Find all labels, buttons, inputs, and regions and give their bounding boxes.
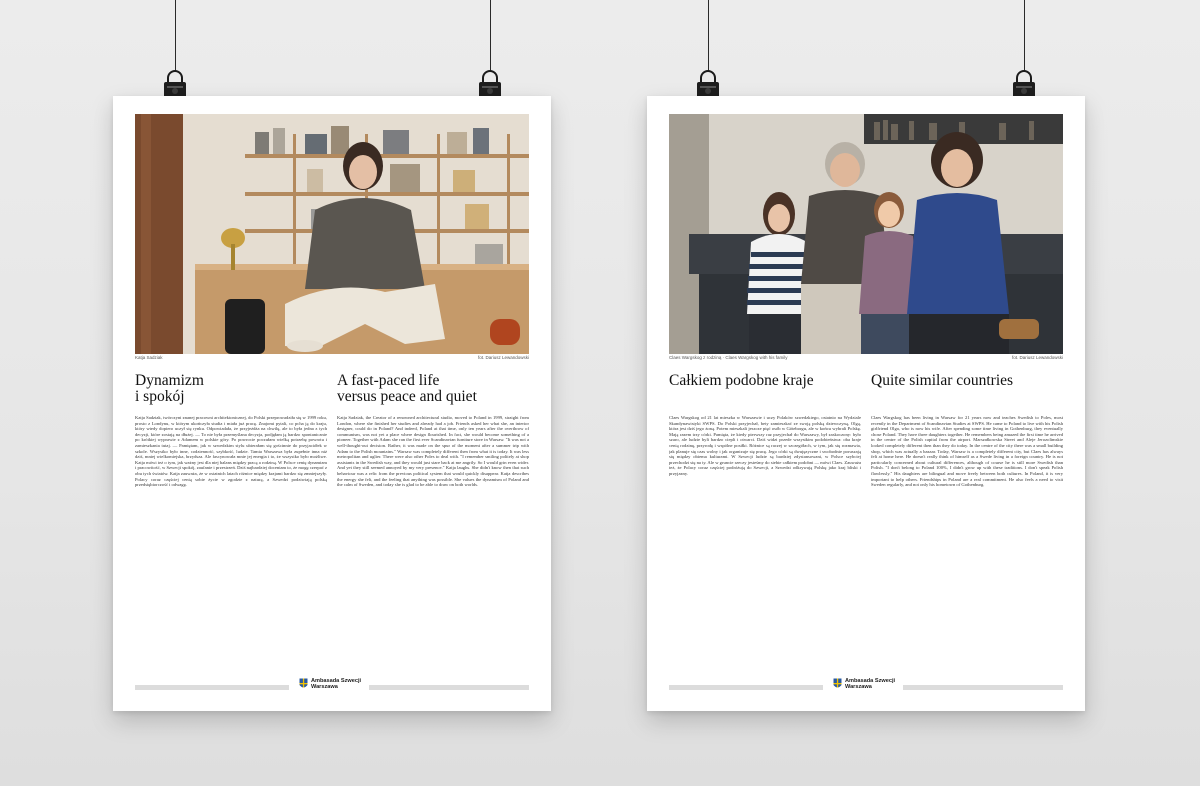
poster-footer bbox=[669, 676, 1063, 694]
portrait-photo bbox=[135, 114, 529, 354]
column-polish bbox=[135, 373, 327, 645]
photo-caption bbox=[669, 355, 1063, 365]
footer-bar bbox=[669, 685, 823, 690]
embassy-logo bbox=[833, 678, 895, 690]
column-english bbox=[337, 373, 529, 645]
caption-text: Claes Wargskog z rodziną · Claes Wargskog with his family bbox=[669, 355, 788, 360]
logo-text-line1: Ambasada Szwecji bbox=[311, 678, 362, 684]
poster-claes bbox=[647, 96, 1085, 711]
article-text-english: Katja Sadziak, the Creator of a renowned architectural studio, moved to Poland in 1999, straight from London, where she finished her studies and already had a job. Friends asked her what she, an interior designer, could do in Poland? And indeed, Poland at that time, only ten years after the overthrow of communism, was not yet a place where design flourished. In fact, she would become something of a pioneer. Together with Adam she ran the first ever Scandinavian furniture store in Warsaw. "It was not a well-thought-out decision. Rather, it was made on the spur of the moment after a summer trip with Adam to the Polish mountains." Warsaw was completely different then from what it is today. It was less metropolitan and uglier. There were also other Poles to deal with. "I remember smiling politely at shop assistants in the Swedish way, and they would just stare back at me angrily. So I would grin even wider. And yet they still seemed annoyed by my very presence." Katja laughs. She didn't know then that such behaviour was a relic from the previous political system that would quickly disappear. Katja describes the energy she felt, and the feeling that anything was possible. She values the dynamism of Poland and the calm of Sweden, and today she is glad to be able to draw on both worlds. bbox=[337, 415, 529, 488]
logo-text-line1: Ambasada Szwecji bbox=[845, 678, 896, 684]
family-photo bbox=[669, 114, 1063, 354]
poster-footer bbox=[135, 676, 529, 694]
hanging-wire bbox=[175, 0, 176, 72]
caption-text: Katja Sadziak bbox=[135, 355, 163, 360]
article-text-polish: Claes Wargskog od 21 lat mieszka w Warszawie i uczy Polaków szwedzkiego, ostatnio na Wydziale Skandynawistyki SWPS. Do Polski przyjechał, bety zamieszkać ze swoją polską dziewczyną, Olgą, która jest dziś jego żoną. Potem mieszkali jeszcze pięć osób w Göteborgu, ale w końcu wybrali Polskę. Mają razem trzy córki. Pamięta, że kiedy pierwszy raz przyjechał do Warszawy, był zaskoczony: było szaro, ale ludzie byli bardzo ciepli i otwarci. Dziś widzi przede wszystkim podobieństwa: oba kraje cenią rodzinę, przyrodę i wspólne posiłki. Różnice są raczej w szczegółach, w tym, jak się rozmawia, jak planuje się czas wolny i jak organizuje się pracę. Jego córki są dwujęzyczne i swobodnie poruszają się między obiema kulturami. W Szwecji ludzie są bardziej zdystansowani, w Polsce szybciej przechodzi się na ty. Ale w gruncie rzeczy jesteśmy do siebie całkiem podobni — mówi Claes. Zauważa też, że Polacy coraz częściej podróżują do Szwecji, a Szwedzi odkrywają Polskę jako kraj bliski i przyjazny. bbox=[669, 415, 861, 476]
headline-polish: Dynamizm i spokój bbox=[135, 372, 204, 405]
photo-caption bbox=[135, 355, 529, 365]
embassy-logo bbox=[299, 678, 361, 690]
column-polish bbox=[669, 373, 861, 645]
headline-polish: Całkiem podobne kraje bbox=[669, 372, 814, 389]
hanging-wire bbox=[1024, 0, 1025, 72]
article-text-polish: Katja Sadziak, twórczyni znanej pracowni architektonicznej, do Polski przeprowadziła się w 1999 roku, prosto z Londynu, w którym ukończyła studia i miała już pracę. Znajomi pytali, co pcha ją do kraju, który wtedy dopiero uczył się rynku. Odpowiadała, że przyjeżdża na chwilę, ale to była jedna z tych decyzji, które zostają na dłużej. — To nie była przemyślana decyzja, podjęłam ją bardzo spontanicznie po krótkiej wyprawie z Adamem w polskie góry. Po powrocie poczułam wielką potrzebę powrotu i zamieszkania tutaj. — Pamiętam, jak w szwedzkim stylu ubierałam się gościnnie do przyjaciółek w szkole. Wszystko było inne, codzienność, szybkość, ludzie. Tamta Warszawa była zupełnie inna niż dziś, mniej wielkomiejska, brzydsza. Ale fascynowała mnie jej energia i to, że wszystko było możliwe. Katja mówi też o tym, jak ważny jest dla niej balans między pracą a rodziną. W Polsce cenię dynamizm i pracowitość, w Szwecji spokój, zaufanie i przestrzeń. Dziś najbardziej doceniam to, że mogę czerpać z obu tych światów. Katja zauważa, że w ostatnich latach różnice między krajami bardzo się zmniejszyły. Polacy coraz częściej cenią sobie życie w zgodzie z naturą, a Szwedzi podziwiają polską przedsiębiorczość i odwagę. bbox=[135, 415, 327, 488]
crown-crest-icon bbox=[833, 678, 842, 690]
headline-english: A fast-paced life versus peace and quiet bbox=[337, 372, 477, 405]
footer-bar bbox=[135, 685, 289, 690]
poster-katja bbox=[113, 96, 551, 711]
photo-credit: fot. Dariusz Lewandowski bbox=[477, 355, 529, 360]
logo-text-line2: Warszawa bbox=[845, 684, 872, 690]
logo-text-line2: Warszawa bbox=[311, 684, 338, 690]
crown-crest-icon bbox=[299, 678, 308, 690]
headline-english: Quite similar countries bbox=[871, 372, 1014, 389]
footer-bar bbox=[369, 685, 529, 690]
column-english bbox=[871, 373, 1063, 645]
photo-credit: fot. Dariusz Lewandowski bbox=[1011, 355, 1063, 360]
hanging-wire bbox=[708, 0, 709, 72]
hanging-wire bbox=[490, 0, 491, 72]
footer-bar bbox=[903, 685, 1063, 690]
article-text-english: Claes Wargskog has been living in Warsaw for 21 years now and teaches Swedish to Poles, most recently in the Department of Scandinavian Studies at SWPS. He came to Poland to live with his Polish girlfriend Olga, who is now his wife. After spending some time living in Gothenburg, they eventually chose Poland. They have three daughters together. He remembers being amazed the first time he arrived in the centre of the Polish capital from the airport. Marszałkowska Street and Aleje Jerozolimskie looked completely different then than they do today. In the centre of the city there was a small building shop, which was actually a bazaar. Today, Warsaw is a completely different city, but Claes has always felt at home here. He doesn't really think of himself as a Swede living in a foreign country. He is not particularly concerned about cultural differences, although of course he is still more Swedish than Polish. "I don't belong to Poland 100%, I didn't grow up with these traditions. I don't speak Polish flawlessly." His daughters are bilingual and move freely between both cultures. In Poland, it is very important to help others. Friendships in Poland are a real commitment. He also feels a need to visit Sweden regularly, and not only his hometown of Gothenburg. bbox=[871, 415, 1063, 488]
